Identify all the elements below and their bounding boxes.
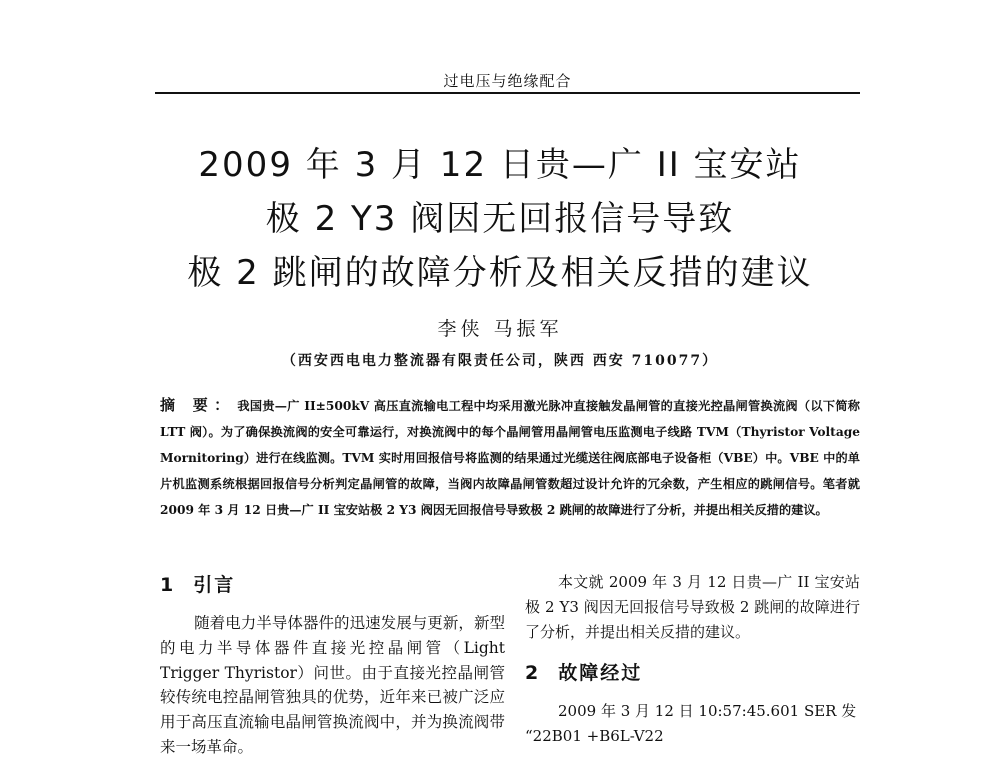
abstract <box>160 392 860 523</box>
section-1-title: 引言 <box>193 574 236 596</box>
section-1-paragraph: 随着电力半导体器件的迅速发展与更新，新型的电力半导体器件直接光控晶闸管（Light Trigger Thyristor）问世。由于直接光控晶闸管较传统电控晶闸管独具的优势，近年来已被广泛应用于高压直流输电晶闸管换流阀中，并为换流阀带来一场革命。 <box>160 614 505 756</box>
section-2-heading <box>525 658 860 685</box>
title-line-1: 2009 年 3 月 12 日贵—广 II 宝安站 <box>198 145 802 185</box>
right-column <box>525 570 860 749</box>
intro-closing-paragraph: 本文就 2009 年 3 月 12 日贵—广 II 宝安站极 2 Y3 阀因无回报信号导致极 2 跳闸的故障进行了分析，并提出相关反措的建议。 <box>525 573 860 641</box>
affiliation: （西安西电电力整流器有限责任公司，陕西 西安 710077） <box>281 353 719 369</box>
section-1-number: 1 <box>160 574 176 596</box>
abstract-label: 摘 要： <box>160 396 236 414</box>
title-line-3: 极 2 跳闸的故障分析及相关反措的建议 <box>187 253 813 293</box>
running-head: 过电压与绝缘配合 <box>443 72 572 90</box>
authors: 李侠 马振军 <box>437 318 563 340</box>
title-line-2: 极 2 Y3 阀因无回报信号导致 <box>265 199 735 239</box>
section-2-line-2: “22B01 +B6L-V22 <box>525 727 664 746</box>
paper-title <box>100 138 900 300</box>
abstract-text: 我国贵—广 II±500kV 高压直流输电工程中均采用激光脉冲直接触发晶闸管的直接光控晶闸管换流阀（以下简称 LTT 阀）。为了确保换流阀的安全可靠运行，对换流阀中的每个晶闸管用晶闸管电压监测电子线路 TVM（Thyristor Voltage Mornitoring）进行在线监测。TVM 实时用回报信号将监测的结果通过光缆送往阀底部电子设备柜（VBE）中。VBE 中的单片机监测系统根据回报信号分析判定晶闸管的故障，当阀内故障晶闸管数超过设计允许的冗余数，产生相应的跳闸信号。笔者就 2009 年 3 月 12 日贵—广 II 宝安站极 2 Y3 阀因无回报信号导致极 2 跳闸的故障进行了分析，并提出相关反措的建议。 <box>160 399 860 517</box>
left-column <box>160 570 505 760</box>
section-2-number: 2 <box>525 662 541 685</box>
section-1-heading <box>160 570 505 597</box>
header-rule <box>155 92 860 94</box>
section-2-line-1: 2009 年 3 月 12 日 10:57:45.601 SER 发 <box>558 702 857 721</box>
section-2-title: 故障经过 <box>558 662 643 685</box>
